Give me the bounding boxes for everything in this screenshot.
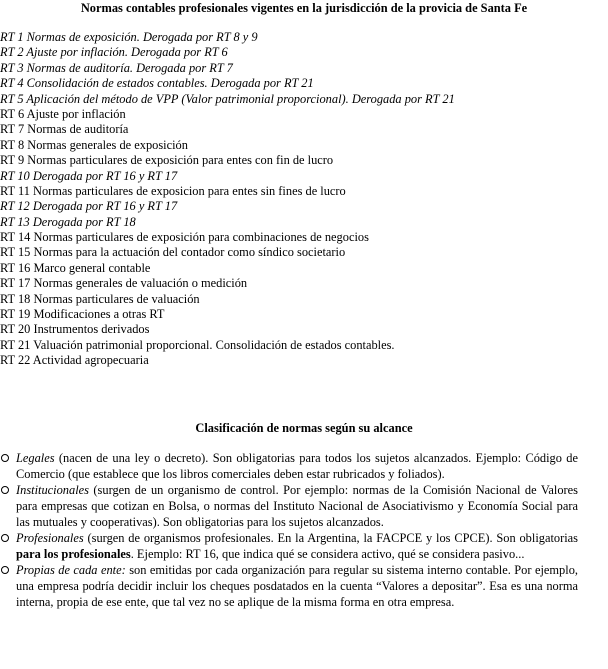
circle-bullet-icon	[1, 566, 9, 574]
section-subtitle: Clasificación de normas según su alcance	[195, 421, 413, 435]
rt-list-item: RT 4 Consolidación de estados contables. Derogada por RT 21	[0, 76, 314, 91]
circle-bullet-icon	[1, 486, 9, 494]
rt-list	[0, 30, 608, 369]
classification-term: Institucionales	[16, 483, 89, 497]
rt-list-item: RT 1 Normas de exposición. Derogada por RT 8 y 9	[0, 30, 258, 44]
rt-list-item: RT 11 Normas particulares de exposicion para entes sin fines de lucro	[0, 183, 346, 198]
rt-list-item: RT 12 Derogada por RT 16 y RT 17	[0, 199, 178, 214]
classification-body: (nacen de una ley o decreto). Son obligatorias para todos los sujetos alcanzados. Ejemplo: Código de Comercio (que establece que los libros comerciales deben estar rubricados y foliados).	[16, 451, 578, 481]
rt-list-item: RT 21 Valuación patrimonial proporcional. Consolidación de estados contables.	[0, 337, 395, 352]
rt-list-item: RT 17 Normas generales de valuación o medición	[0, 276, 248, 291]
classification-item-profesionales	[0, 530, 578, 562]
rt-list-item: RT 6 Ajuste por inflación	[0, 106, 126, 121]
classification-item-legales	[0, 450, 578, 482]
rt-list-item: RT 22 Actividad agropecuaria	[0, 353, 149, 368]
rt-list-item: RT 3 Normas de auditoría. Derogada por RT 7	[0, 60, 233, 75]
rt-list-item: RT 16 Marco general contable	[0, 260, 151, 275]
rt-list-item: RT 2 Ajuste por inflación. Derogada por RT 6	[0, 45, 228, 60]
classification-list	[0, 450, 578, 610]
rt-list-item: RT 5 Aplicación del método de VPP (Valor patrimonial proporcional). Derogada por RT 21	[0, 91, 455, 106]
document-title: Normas contables profesionales vigentes en la jurisdicción de la provicia de Santa Fe	[80, 1, 528, 15]
classification-item-institucionales	[0, 482, 578, 530]
classification-item-propias	[0, 562, 578, 610]
rt-list-item: RT 13 Derogada por RT 18	[0, 214, 136, 229]
rt-list-item: RT 8 Normas generales de exposición	[0, 137, 188, 152]
classification-body: (surgen de un organismo de control. Por ejemplo: normas de la Comisión Nacional de Valores para empresas que cotizan en Bolsa, o normas del Instituto Nacional de Asociativismo y Economía Social para las mutuales y cooperativas). Son obligatorias para los sujetos alcanzados.	[16, 483, 578, 529]
classification-body: (surgen de organismos profesionales. En la Argentina, la FACPCE y los CPCE). Son obligatorias	[83, 531, 578, 545]
rt-list-item: RT 20 Instrumentos derivados	[0, 322, 150, 337]
circle-bullet-icon	[1, 454, 9, 462]
rt-list-item: RT 10 Derogada por RT 16 y RT 17	[0, 168, 178, 183]
classification-body: son emitidas por cada organización para regular su sistema interno contable. Por ejemplo, una empresa podría decidir incluir los cheques posdatados en la cuenta “Valores a depositar”. Esa es una norma interna, propia de ese ente, que tal vez no se aplique de la misma forma en otra empresa.	[16, 563, 578, 609]
circle-bullet-icon	[1, 534, 9, 542]
rt-list-item: RT 7 Normas de auditoría	[0, 122, 129, 137]
classification-term: Profesionales	[16, 531, 84, 545]
classification-body: . Ejemplo: RT 16, que indica qué se considera activo, qué se considera pasivo...	[130, 547, 525, 561]
rt-list-item: RT 19 Modificaciones a otras RT	[0, 307, 165, 322]
rt-list-item: RT 14 Normas particulares de exposición para combinaciones de negocios	[0, 230, 369, 245]
rt-list-item: RT 15 Normas para la actuación del contador como síndico societario	[0, 245, 346, 260]
rt-list-item: RT 9 Normas particulares de exposición para entes con fin de lucro	[0, 153, 334, 168]
rt-list-item: RT 18 Normas particulares de valuación	[0, 291, 200, 306]
classification-term: Propias de cada ente:	[16, 563, 126, 577]
classification-term: Legales	[16, 451, 55, 465]
classification-emphasis: para los profesionales	[16, 547, 131, 561]
